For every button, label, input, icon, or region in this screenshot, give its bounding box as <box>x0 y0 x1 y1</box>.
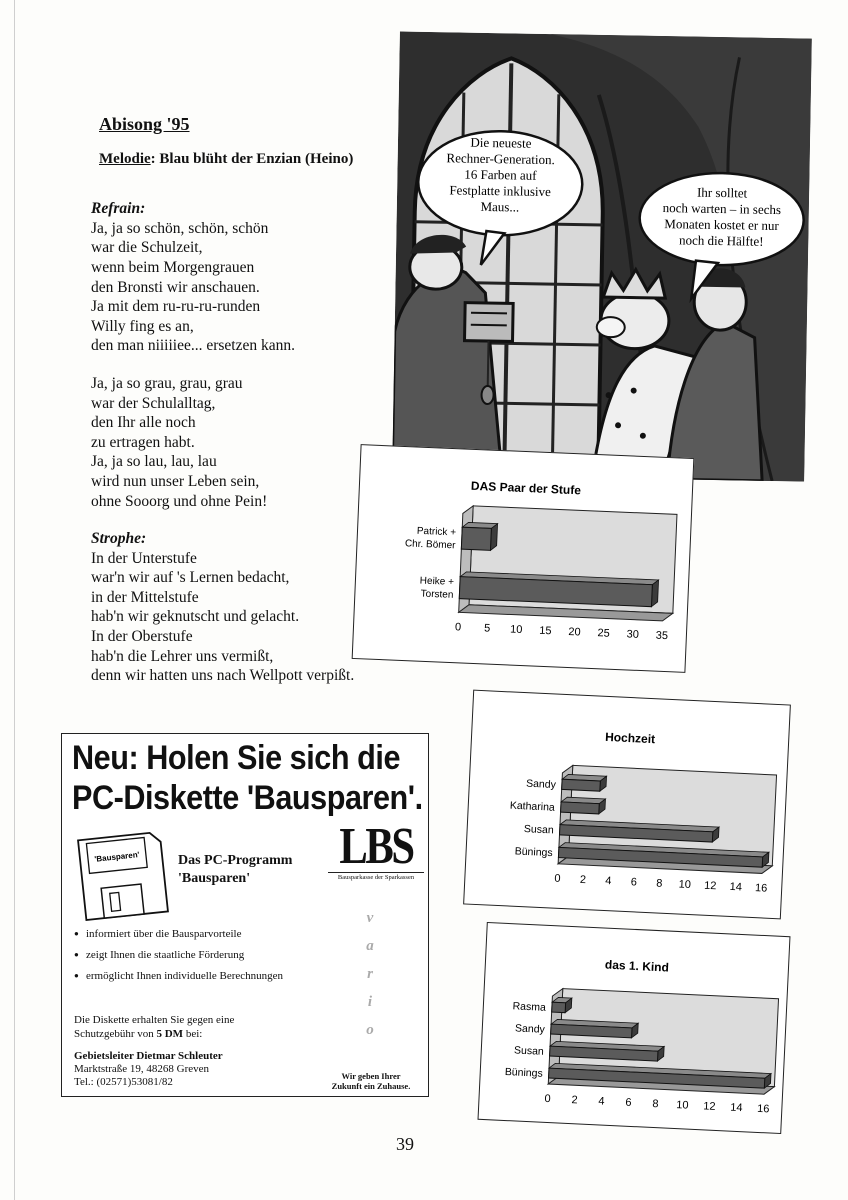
lyric-line: war die Schulzeit, <box>91 239 203 257</box>
tick-label: 30 <box>626 628 640 641</box>
slogan-line: Wir geben Ihrer <box>341 1071 401 1081</box>
lyric-line: Ja, ja so lau, lau, lau <box>91 453 217 471</box>
lyric-line: hab'n die Lehrer uns vermißt, <box>91 647 274 665</box>
lyric-line: In der Unterstufe <box>91 549 197 567</box>
melody-label: Melodie <box>99 150 151 167</box>
program-title-line: 'Bausparen' <box>178 871 251 886</box>
bubble-right-line: Monaten kostet er nur <box>664 216 779 234</box>
ad-headline-line: PC-Diskette 'Bausparen'. <box>72 779 423 817</box>
tick-label: 35 <box>655 629 669 643</box>
chart-paar-der-stufe-svg <box>353 445 694 672</box>
bubble-left-line: Rechner-Generation. <box>446 150 556 168</box>
diskette-info-line: Schutzgebühr von <box>74 1028 157 1040</box>
category-label: Rasma <box>512 1000 547 1014</box>
program-title <box>178 852 292 888</box>
bubble-left-line: Die neueste <box>470 134 532 151</box>
ad-headline-line: Neu: Holen Sie sich die <box>72 739 401 777</box>
lbs-advertisement <box>61 733 429 1097</box>
lyric-line: Willy fing es an, <box>91 317 194 335</box>
lyric-line: war'n wir auf 's Lernen bedacht, <box>91 569 290 587</box>
contact-name: Gebietsleiter Dietmar Schleuter <box>74 1050 223 1062</box>
bar <box>561 802 600 814</box>
program-title-line: Das PC-Programm <box>178 853 293 868</box>
category-label: Katharina <box>509 799 556 814</box>
tick-label: 12 <box>702 1100 716 1113</box>
chart-hochzeit <box>463 690 791 920</box>
bar <box>552 1002 566 1013</box>
chart-hochzeit-svg <box>464 691 790 919</box>
lbs-logo-subtitle: Bausparkasse der Sparkassen <box>328 872 424 881</box>
ad-headline <box>72 738 423 818</box>
contact-block <box>74 1050 314 1089</box>
feature-item: ● zeigt Ihnen die staatliche Förderung <box>74 948 314 962</box>
lyric-line: wird nun unser Leben sein, <box>91 472 260 490</box>
tick-label: 2 <box>571 1094 578 1107</box>
lyric-line: Ja mit dem ru-ru-ru-runden <box>91 298 261 316</box>
bubble-right-line: noch warten – in sechs <box>662 200 782 218</box>
slogan-line: Zukunft ein Zuhause. <box>331 1081 411 1091</box>
tick-label: 15 <box>539 624 552 638</box>
tick-label: 25 <box>597 627 611 640</box>
chart-erstes-kind-svg <box>479 923 790 1133</box>
bubble-right-line: noch die Hälfte! <box>678 232 764 249</box>
tick-label: 14 <box>729 880 743 894</box>
bubble-left-line: Maus... <box>480 198 520 215</box>
page-number: 39 <box>396 1134 414 1154</box>
lyric-line: den man niiiiiee... ersetzen kann. <box>91 337 296 355</box>
bar <box>562 779 601 791</box>
category-label: Torsten <box>420 588 454 601</box>
disk-label: 'Bausparen' <box>94 850 140 864</box>
lbs-logo-text: LBS <box>339 818 413 875</box>
lyric-line: Ja, ja so grau, grau, grau <box>91 374 243 392</box>
tick-label: 0 <box>554 872 561 885</box>
cartoon-illustration <box>392 31 812 481</box>
tick-label: 6 <box>625 1096 632 1109</box>
tick-label: 0 <box>544 1092 551 1106</box>
ad-slogan <box>319 1071 423 1091</box>
lyric-line: ohne Sooorg und ohne Pein! <box>91 492 268 510</box>
chart-title: Hochzeit <box>604 729 656 747</box>
feature-item: ● informiert über die Bausparvorteile <box>74 927 314 941</box>
song-melody <box>99 150 411 170</box>
bubble-left-line: 16 Farben auf <box>464 166 537 183</box>
melody-name: : Blau blüht der Enzian (Heino) <box>150 150 354 167</box>
category-label: Sandy <box>525 777 557 791</box>
tick-label: 16 <box>756 1102 770 1116</box>
vario-letter: v <box>366 910 374 926</box>
diskette-info-line: Die Diskette erhalten Sie gegen eine <box>74 1014 235 1026</box>
lyric-line: war der Schulalltag, <box>91 394 216 412</box>
chart-title: DAS Paar der Stufe <box>470 478 582 498</box>
category-label: Susan <box>513 1044 545 1058</box>
feature-list <box>74 927 314 990</box>
lyric-line: wenn beim Morgengrauen <box>91 258 255 276</box>
tick-label: 16 <box>754 882 768 895</box>
lyric-line: In der Oberstufe <box>91 628 193 646</box>
strophe-heading: Strophe: <box>91 530 147 548</box>
vario-wordmark <box>358 904 382 1044</box>
category-label: Heike + <box>419 575 455 588</box>
tick-label: 5 <box>483 622 491 635</box>
category-label: Chr. Bömer <box>404 538 456 552</box>
tick-label: 10 <box>509 623 523 637</box>
tick-label: 10 <box>676 1099 689 1112</box>
tick-label: 4 <box>605 875 612 888</box>
tick-label: 0 <box>454 621 462 634</box>
chart-title: das 1. Kind <box>604 957 670 975</box>
vario-letter: r <box>367 966 373 982</box>
feature-item: ● ermöglicht Ihnen individuelle Berechnungen <box>74 969 314 983</box>
refrain-verse-1 <box>91 219 411 356</box>
lyric-line: hab'n wir geknutscht und gelacht. <box>91 608 300 626</box>
lyric-line: Ja, ja so schön, schön, schön <box>91 219 269 237</box>
binding-edge-line <box>14 0 15 1200</box>
tick-label: 12 <box>703 879 717 893</box>
category-label: Bünings <box>514 845 553 860</box>
vario-letter: a <box>366 938 374 954</box>
song-title: Abisong '95 <box>99 114 190 134</box>
vario-letter: i <box>367 994 373 1010</box>
fee-amount: 5 DM <box>156 1028 184 1040</box>
category-label: Patrick + <box>416 525 457 539</box>
category-label: Bünings <box>504 1065 544 1080</box>
floppy-disk-icon <box>74 828 170 929</box>
tick-label: 10 <box>678 878 692 892</box>
refrain-heading: Refrain: <box>91 200 146 218</box>
bubble-right-line: Ihr solltet <box>696 184 748 201</box>
tick-label: 8 <box>655 877 663 890</box>
lyric-line: den Bronsti wir anschauen. <box>91 278 260 296</box>
lyric-line: zu ertragen habt. <box>91 433 195 451</box>
chart-erstes-kind <box>478 922 791 1134</box>
lyric-line: in der Mittelstufe <box>91 588 199 606</box>
lyric-line: den Ihr alle noch <box>91 414 196 432</box>
tick-label: 8 <box>652 1097 659 1111</box>
contact-address: Marktstraße 19, 48268 Greven <box>74 1063 210 1075</box>
lyric-line: denn wir hatten uns nach Wellpott verpißt. <box>91 667 355 685</box>
bubble-left-line: Festplatte inklusive <box>449 182 551 200</box>
vario-letter: o <box>366 1022 374 1038</box>
diskette-info <box>74 1013 314 1041</box>
tick-label: 4 <box>598 1095 605 1108</box>
tick-label: 2 <box>579 873 587 887</box>
lbs-logo <box>328 818 424 881</box>
tick-label: 20 <box>568 625 581 639</box>
contact-phone: Tel.: (02571)53081/82 <box>74 1076 173 1088</box>
bar <box>461 527 491 550</box>
category-label: Sandy <box>514 1022 546 1036</box>
tick-label: 14 <box>729 1101 743 1115</box>
tick-label: 6 <box>630 876 638 889</box>
category-label: Susan <box>523 823 554 837</box>
diskette-info-line: bei: <box>183 1028 203 1040</box>
chart-paar-der-stufe <box>352 444 695 673</box>
